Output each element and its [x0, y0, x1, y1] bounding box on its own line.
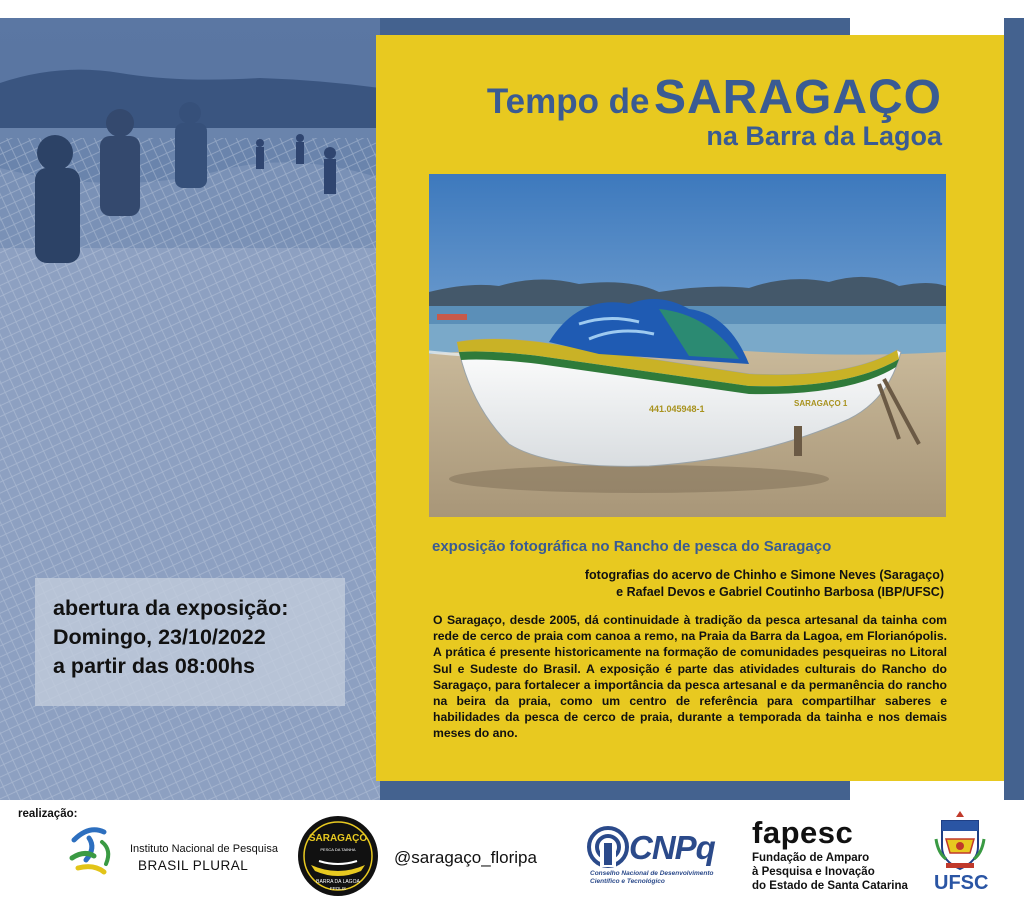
boat-photo [429, 174, 946, 517]
fapesc-line-1: Fundação de Amparo [752, 852, 870, 864]
cnpq-name: CNPq [629, 829, 715, 866]
description-paragraph: O Saragaço, desde 2005, dá continuidade à tradição da pesca artesanal da tainha com rede de cerco de praia com canoa a remo, na Praia da Barra da Lagoa, em Florianópolis. A prática é presente historicamente na formação de comunidades pesqueiras no Litoral Sul e Sudeste do Brasil. A exposição é parte das atividades culturais do Rancho do Saragaço, para fortalecer a importância da pesca artesanal e da permanência do rancho na beira da praia, como um centro de referência para compartilhar saberes e habilidades da pesca de cerco de praia, durante a temporada da tainha e nos demais meses do ano. [433, 613, 947, 741]
ibp-name-line1: Instituto Nacional de Pesquisa [130, 843, 278, 855]
fapesc-line-3: do Estado de Santa Catarina [752, 880, 908, 892]
boat-registration: 441.045948-1 [649, 404, 705, 414]
cnpq-subtitle-1: Conselho Nacional de Desenvolvimento [590, 870, 714, 877]
fapesc-line-2: à Pesquisa e Inovação [752, 866, 875, 878]
saragaco-logo-icon [297, 815, 379, 897]
credits-line-1: fotografias do acervo de Chinho e Simone Neves (Saragaço) [584, 568, 944, 582]
title-main: SARAGAÇO [653, 71, 942, 124]
boat-name: SARAGAÇO 1 [794, 399, 848, 408]
canoe-on-beach-image [429, 174, 946, 517]
opening-line-2: Domingo, 23/10/2022 [53, 625, 266, 649]
opening-line-1: abertura da exposição: [53, 596, 289, 620]
saragaco-logo-place: BARRA DA LAGOA [316, 879, 360, 885]
opening-line-3: a partir das 08:00hs [53, 654, 255, 678]
opening-info-box [35, 578, 345, 706]
title-subline: na Barra da Lagoa [706, 121, 942, 151]
credits-line-2: e Rafael Devos e Gabriel Coutinho Barbosa (IBP/UFSC) [616, 585, 944, 599]
instagram-handle[interactable]: @saragaço_floripa [394, 848, 537, 867]
title-prefix: Tempo de [486, 82, 650, 121]
ufsc-crest-icon [932, 809, 988, 873]
blue-edge-strip [1004, 18, 1024, 800]
ibp-logo-icon [64, 820, 124, 878]
realizacao-label: realização: [18, 808, 78, 820]
fapesc-name: fapesc [752, 815, 854, 850]
page-title [487, 70, 942, 125]
saragaco-logo-ring: PESCA DA TAINHA [320, 847, 356, 852]
exhibition-subtitle: exposição fotográfica no Rancho de pesca do Saragaço [432, 538, 832, 555]
ufsc-name: UFSC [934, 872, 989, 894]
photo-credits [444, 567, 944, 601]
saragaco-logo-city: FPOLIS [329, 886, 347, 891]
saragaco-logo-title: SARAGAÇO [308, 833, 368, 844]
ibp-name-line2: BRASIL PLURAL [138, 858, 249, 873]
cnpq-subtitle-2: Científico e Tecnológico [590, 878, 665, 885]
cnpq-logo-icon [586, 825, 630, 869]
